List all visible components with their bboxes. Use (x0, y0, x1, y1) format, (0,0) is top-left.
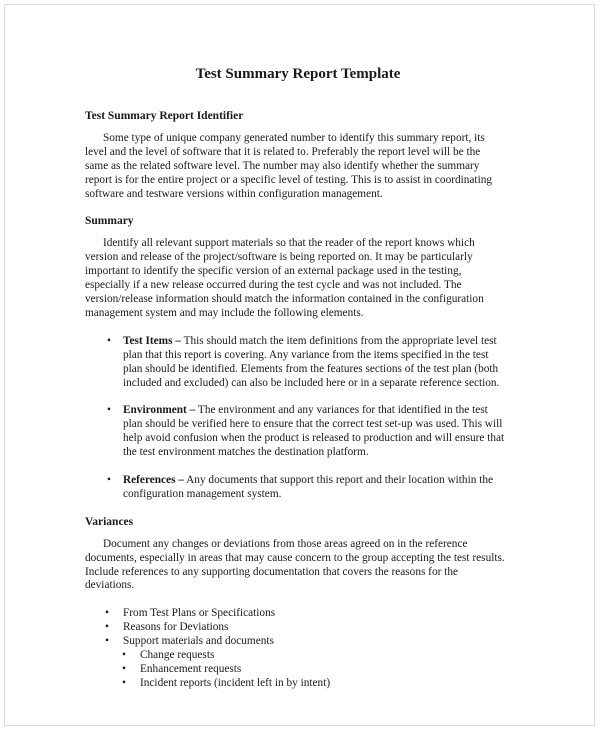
term-environment: Environment – (123, 404, 196, 417)
summary-elements-list (85, 335, 505, 502)
desc-references: Any documents that support this report and their location within the configuration management system. (123, 474, 493, 500)
term-test-items: Test Items – (123, 334, 181, 347)
document-body (85, 65, 505, 691)
desc-environment: The environment and any variances for that identified in the test plan should be verified here to ensure that the correct test set-up was used. This will help avoid confusion when the product is released to production and will ensure that the test environment matches the destination platform. (123, 404, 505, 459)
list-item: • From Test Plans or Specifications (85, 607, 505, 621)
list-item-test-items (85, 335, 505, 391)
term-references: References – (123, 474, 184, 487)
list-item: • Support materials and documents (85, 635, 505, 649)
document-title: Test Summary Report Template (195, 66, 401, 82)
section-heading-identifier: Test Summary Report Identifier (85, 110, 244, 122)
summary-paragraph: Identify all relevant support materials so that the reader of the report knows which version and release of the project/software is being reported on. It may be particularly important to identify the specific version of an external package used in the testing, especially if a new release occurred during the test cycle and was not included. The version/release information should match the information contained in the configuration management system and may include the following elements. (85, 237, 484, 319)
list-item-references (85, 474, 505, 502)
sub-list-item: • Enhancement requests (85, 663, 505, 677)
list-item-environment (85, 404, 505, 460)
section-heading-summary: Summary (85, 215, 134, 228)
document-page (4, 4, 595, 726)
desc-test-items: This should match the item definitions from the appropriate level test plan that this report is covering. Any variance from the items specified in the test plan should be identified. Elements from the features sections of the test plan (both included and excluded) can also be included here or in a separate reference section. (123, 334, 500, 389)
variances-list (85, 607, 505, 690)
sub-list-item: • Change requests (85, 649, 505, 663)
section-heading-variances: Variances (85, 515, 134, 528)
sub-list-item: • Incident reports (incident left in by intent) (85, 677, 505, 691)
variances-paragraph: Document any changes or deviations from those areas agreed on in the reference documents, especially in areas that may cause concern to the group accepting the test results. Include references to any supporting documentation that covers the reasons for the deviations. (85, 537, 505, 592)
list-item: • Reasons for Deviations (85, 621, 505, 635)
identifier-paragraph: Some type of unique company generated number to identify this summary report, its level and the level of software that it is related to. Preferably the report level will be the same as the related software level. The number may also identify whether the summary report is for the entire project or a specific level of testing. This is to assist in coordinating software and testware versions within configuration management. (85, 131, 493, 200)
